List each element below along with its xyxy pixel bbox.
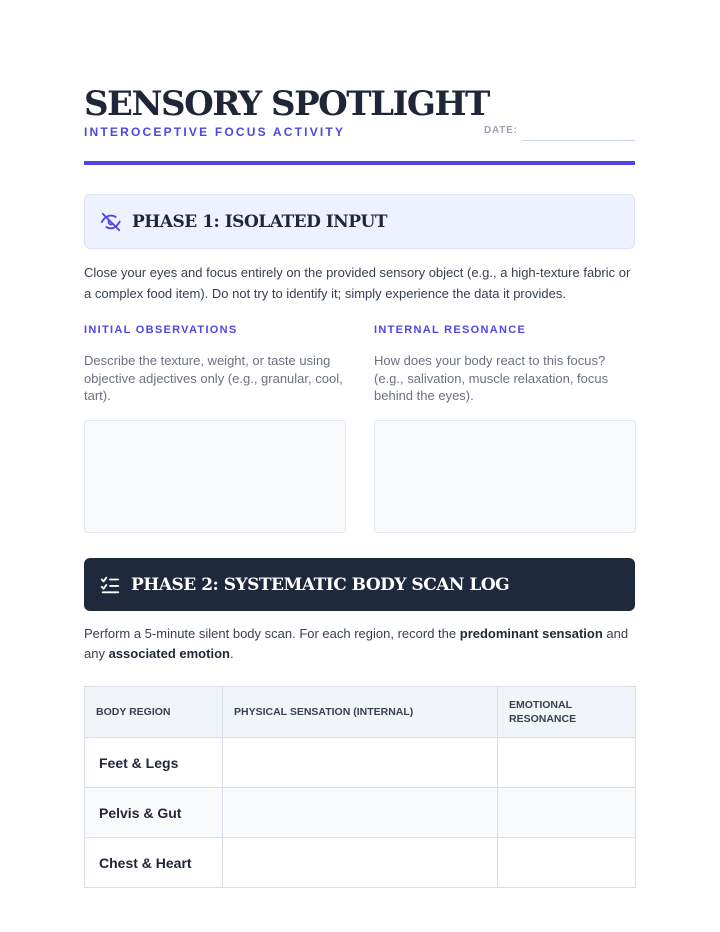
table-row <box>85 738 636 788</box>
table-row <box>85 838 636 888</box>
region-pelvis-gut: Pelvis & Gut <box>85 788 223 838</box>
initial-observations-description: Describe the texture, weight, or taste using objective adjectives only (e.g., granular, cool, tart). <box>84 353 343 403</box>
internal-resonance-description: How does your body react to this focus? (e.g., salivation, muscle relaxation, focus behind the eyes). <box>374 353 609 403</box>
checklist-icon <box>99 574 121 596</box>
initial-observations-input[interactable] <box>84 420 346 533</box>
column-header-body-region: BODY REGION <box>85 687 223 738</box>
region-chest-heart: Chest & Heart <box>85 838 223 888</box>
emotion-cell[interactable] <box>498 738 636 788</box>
sensation-cell[interactable] <box>223 788 498 838</box>
column-header-emotional-resonance: EMOTIONAL RESONANCE <box>498 687 636 738</box>
sensation-cell[interactable] <box>223 738 498 788</box>
page-title: SENSORY SPOTLIGHT <box>84 84 489 124</box>
phase1-banner <box>84 194 635 249</box>
page-subtitle: INTEROCEPTIVE FOCUS ACTIVITY <box>84 125 346 139</box>
header-divider <box>84 161 635 165</box>
phase1-intro: Close your eyes and focus entirely on the provided sensory object (e.g., a high-texture fabric or a complex food item). Do not try to identify it; simply experience the data it provides. <box>84 265 631 301</box>
region-feet-legs: Feet & Legs <box>85 738 223 788</box>
sensation-cell[interactable] <box>223 838 498 888</box>
table-header-row <box>85 687 636 738</box>
internal-resonance-heading: INTERNAL RESONANCE <box>374 324 527 336</box>
emotion-cell[interactable] <box>498 838 636 888</box>
phase2-title: PHASE 2: SYSTEMATIC BODY SCAN LOG <box>131 574 510 595</box>
column-header-physical-sensation: PHYSICAL SENSATION (INTERNAL) <box>223 687 498 738</box>
internal-resonance-input[interactable] <box>374 420 636 533</box>
body-scan-table <box>84 686 636 888</box>
date-label: DATE: <box>484 125 518 136</box>
internal-resonance-section <box>374 324 636 533</box>
date-field[interactable] <box>522 140 635 141</box>
phase1-title: PHASE 1: ISOLATED INPUT <box>132 211 387 232</box>
emphasis-predominant-sensation: predominant sensation <box>459 626 603 641</box>
eye-off-icon <box>100 211 122 233</box>
phase2-banner <box>84 558 635 611</box>
initial-observations-section <box>84 324 346 533</box>
emphasis-associated-emotion: associated emotion <box>108 646 230 661</box>
table-row <box>85 788 636 838</box>
emotion-cell[interactable] <box>498 788 636 838</box>
phase2-intro: Perform a 5-minute silent body scan. For each region, record the predominant sensation and any associated emotion. <box>84 626 629 661</box>
initial-observations-heading: INITIAL OBSERVATIONS <box>84 324 238 336</box>
